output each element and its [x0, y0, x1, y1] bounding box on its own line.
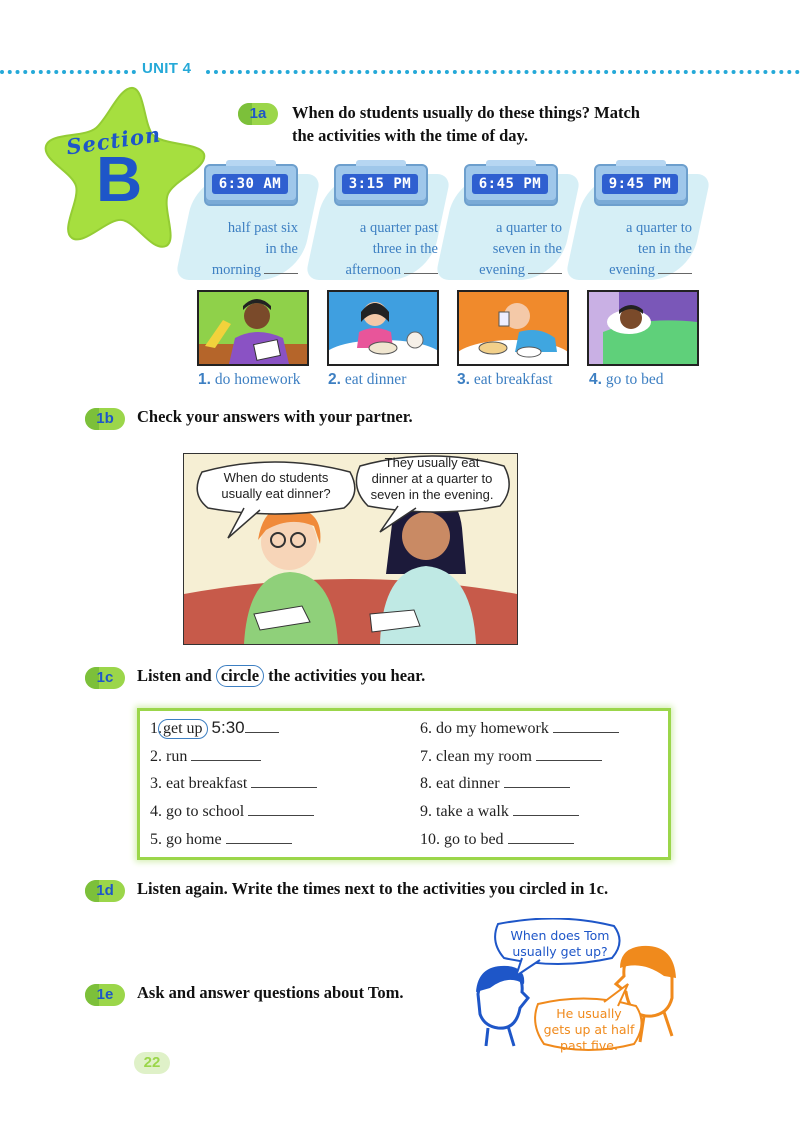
picture-eat-breakfast	[457, 290, 569, 366]
answer-blank[interactable]	[264, 273, 298, 274]
clock-display: 3:15 PM	[342, 174, 418, 194]
clock-card-4	[586, 160, 714, 280]
clock-time-text: a quarter to seven in the evening	[479, 220, 562, 278]
badge-1a: 1a	[238, 103, 278, 125]
answer-blank[interactable]	[513, 801, 579, 816]
list-item-3: 3. eat breakfast	[150, 773, 317, 793]
answer-blank[interactable]	[536, 746, 602, 761]
list-item-4: 4. go to school	[150, 801, 314, 821]
badge-1e: 1e	[85, 984, 125, 1006]
unit-label: UNIT 4	[142, 60, 192, 77]
answer-blank[interactable]	[553, 718, 619, 733]
instruction-1a	[292, 101, 640, 147]
answer-blank[interactable]	[658, 273, 692, 274]
alarm-clock-icon	[464, 164, 558, 206]
clock-time-text: a quarter to ten in the evening	[609, 220, 692, 278]
tom-answer-bubble: He usually gets up at half past five.	[543, 1006, 635, 1053]
speech-bubble-answer: They usually eat dinner at a quarter to seven in the evening.	[370, 455, 494, 502]
answer-blank[interactable]	[251, 773, 317, 788]
badge-1d: 1d	[85, 880, 125, 902]
clock-display: 6:45 PM	[472, 174, 548, 194]
picture-go-to-bed	[587, 290, 699, 366]
clock-display: 9:45 PM	[602, 174, 678, 194]
answer-blank[interactable]	[226, 829, 292, 844]
activity-caption-2: 2. eat dinner	[328, 371, 407, 388]
picture-do-homework	[197, 290, 309, 366]
answer-blank[interactable]	[191, 746, 261, 761]
comic-illustration	[183, 453, 518, 645]
answer-blank[interactable]	[504, 773, 570, 788]
handwritten-answer: 5:30	[211, 718, 245, 737]
answer-blank[interactable]	[248, 801, 314, 816]
badge-1b: 1b	[85, 408, 125, 430]
instruction-1e: Ask and answer questions about Tom.	[137, 983, 404, 1002]
clock-time-text: half past six in the morning	[211, 220, 298, 278]
activity-caption-4: 4. go to bed	[589, 371, 664, 388]
answer-blank[interactable]	[245, 718, 279, 733]
section-word: Section	[64, 121, 163, 160]
activity-caption-1: 1. do homework	[198, 371, 301, 388]
speech-bubble-question: When do students usually eat dinner?	[221, 470, 331, 501]
instruction-1a-line2: the activities with the time of day.	[292, 126, 529, 145]
answer-blank[interactable]	[528, 273, 562, 274]
activity-caption-3: 3. eat breakfast	[457, 371, 553, 388]
list-item-7: 7. clean my room	[420, 746, 602, 766]
list-item-10: 10. go to bed	[420, 829, 574, 849]
picture-eat-dinner	[327, 290, 439, 366]
instruction-1b: Check your answers with your partner.	[137, 407, 413, 426]
header-dotted-line-left	[0, 70, 136, 74]
list-item-9: 9. take a walk	[420, 801, 579, 821]
instruction-1c: Listen and circle the activities you hear.	[137, 666, 426, 685]
clock-display: 6:30 AM	[212, 174, 288, 194]
clock-card-1	[196, 160, 324, 280]
alarm-clock-icon	[594, 164, 688, 206]
clock-time-text: a quarter past three in the afternoon	[345, 220, 438, 278]
alarm-clock-icon	[204, 164, 298, 206]
list-item-5: 5. go home	[150, 829, 292, 849]
tom-dialogue-illustration	[468, 918, 688, 1078]
answer-blank[interactable]	[508, 829, 574, 844]
section-letter: B	[96, 143, 143, 215]
list-item-6: 6. do my homework	[420, 718, 619, 738]
list-item-1: 1.get up 5:30	[150, 718, 279, 739]
list-item-2: 2. run	[150, 746, 261, 766]
alarm-clock-icon	[334, 164, 428, 206]
answer-blank[interactable]	[404, 273, 438, 274]
list-item-8: 8. eat dinner	[420, 773, 570, 793]
page-number: 22	[134, 1052, 170, 1074]
instruction-1a-line1: When do students usually do these things? Match	[292, 103, 640, 122]
header-dotted-line-right	[206, 70, 800, 74]
circled-activity[interactable]: get up	[158, 719, 208, 739]
badge-1c: 1c	[85, 667, 125, 689]
tom-question-bubble: When does Tom usually get up?	[510, 928, 610, 959]
instruction-1d: Listen again. Write the times next to the activities you circled in 1c.	[137, 879, 609, 898]
circle-word: circle	[216, 665, 264, 687]
